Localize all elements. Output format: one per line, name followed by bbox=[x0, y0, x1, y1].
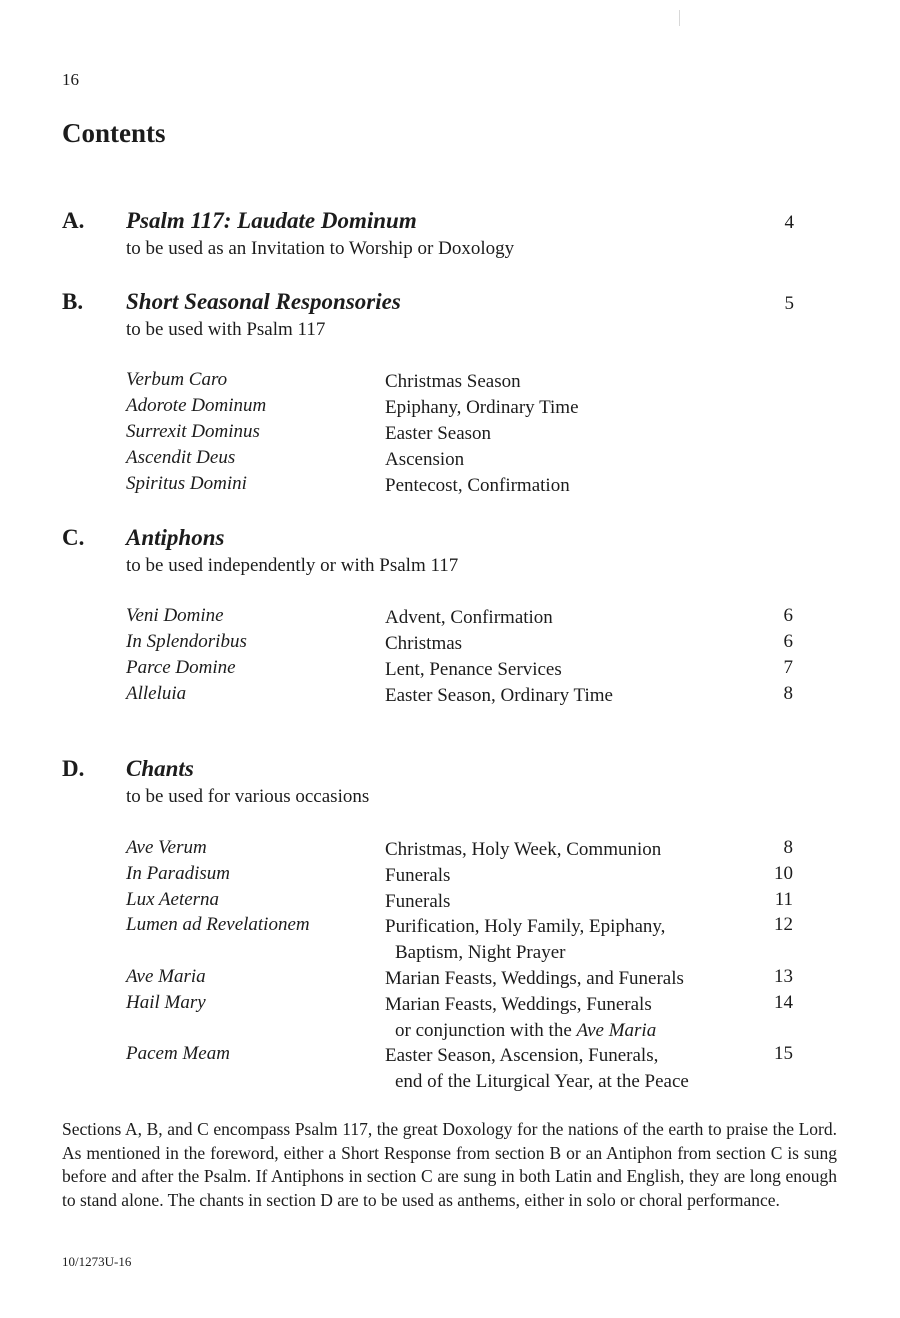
entry-page: 14 bbox=[774, 992, 793, 1013]
section-a-letter: A. bbox=[62, 208, 85, 233]
entry-title: Ave Verum bbox=[126, 837, 207, 858]
section-d-letter: D. bbox=[62, 756, 85, 781]
entry-use: Pentecost, Confirmation bbox=[385, 475, 570, 496]
footer-code: 10/1273U-16 bbox=[62, 1254, 132, 1269]
entry-title: Veni Domine bbox=[126, 605, 224, 626]
entry-use: Easter Season, Ordinary Time bbox=[385, 685, 613, 706]
entry-use bbox=[385, 992, 656, 1044]
section-d-title: Chants bbox=[126, 756, 194, 781]
entry-use-line: Marian Feasts, Weddings, Funerals bbox=[385, 994, 652, 1015]
entry-page: 12 bbox=[774, 914, 793, 935]
section-a-title: Psalm 117: Laudate Dominum bbox=[126, 208, 417, 233]
entry-title: Verbum Caro bbox=[126, 369, 228, 390]
entry-use-continuation bbox=[385, 1018, 656, 1044]
entry-page: 10 bbox=[774, 863, 793, 884]
entry-title: Parce Domine bbox=[126, 657, 236, 678]
section-b-letter: B. bbox=[62, 289, 84, 314]
entry-use: Christmas, Holy Week, Communion bbox=[385, 839, 662, 860]
section-c-letter: C. bbox=[62, 525, 85, 550]
entry-use: Christmas Season bbox=[385, 371, 521, 392]
entry-title: Spiritus Domini bbox=[126, 473, 247, 494]
footer-paragraph: Sections A, B, and C encompass Psalm 117, the great Doxology for the nations of the earth to praise the Lord. As mentioned in the foreword, either a Short Response from section B or an Antiphon from section C is sung before and after the Psalm. If Antiphons in section C are sung in both Latin and English, they are long enough to stand alone. The chants in section D are to be used as anthems, either in solo or choral performance. bbox=[62, 1119, 837, 1210]
entry-title: Ave Maria bbox=[126, 966, 206, 987]
entry-use: Marian Feasts, Weddings, and Funerals bbox=[385, 968, 684, 989]
entry-use-continuation: Baptism, Night Prayer bbox=[395, 942, 566, 963]
entry-title: In Splendoribus bbox=[126, 631, 247, 652]
entry-page: 8 bbox=[783, 837, 793, 858]
entry-use: Funerals bbox=[385, 865, 451, 886]
entry-use: Easter Season bbox=[385, 423, 492, 444]
section-b-subtitle: to be used with Psalm 117 bbox=[126, 319, 326, 340]
section-c-subtitle: to be used independently or with Psalm 117 bbox=[126, 555, 459, 576]
entry-title: Surrexit Dominus bbox=[126, 421, 260, 442]
section-d-subtitle: to be used for various occasions bbox=[126, 786, 370, 807]
page-number: 16 bbox=[62, 70, 79, 89]
section-b-page: 5 bbox=[784, 293, 794, 314]
entry-use-line: Easter Season, Ascension, Funerals, bbox=[385, 1045, 659, 1066]
entry-use bbox=[385, 1043, 689, 1095]
entry-use: Advent, Confirmation bbox=[385, 607, 553, 628]
entry-use: Funerals bbox=[385, 891, 451, 912]
entry-page: 13 bbox=[774, 966, 793, 987]
entry-page: 6 bbox=[783, 605, 793, 626]
scan-mark bbox=[679, 10, 680, 26]
entry-use bbox=[385, 914, 665, 966]
entry-page: 11 bbox=[774, 889, 793, 910]
entry-page: 6 bbox=[783, 631, 793, 652]
entry-use-cont-text: or conjunction with the bbox=[395, 1020, 577, 1041]
entry-page: 15 bbox=[774, 1043, 793, 1064]
entry-use-cont-italic: Ave Maria bbox=[576, 1020, 657, 1041]
section-b-title: Short Seasonal Responsories bbox=[126, 289, 401, 314]
entry-title: Ascendit Deus bbox=[126, 447, 236, 468]
entry-use-line: Purification, Holy Family, Epiphany, bbox=[385, 916, 666, 937]
entry-use: Lent, Penance Services bbox=[385, 659, 562, 680]
page-title: Contents bbox=[62, 118, 166, 148]
section-c-title: Antiphons bbox=[126, 525, 225, 550]
entry-title: Adorote Dominum bbox=[126, 395, 267, 416]
entry-title: Lux Aeterna bbox=[126, 889, 220, 910]
entry-use-continuation: end of the Liturgical Year, at the Peace bbox=[395, 1071, 689, 1092]
entry-use: Christmas bbox=[385, 633, 463, 654]
entry-title: Hail Mary bbox=[126, 992, 206, 1013]
entry-title: Lumen ad Revelationem bbox=[126, 914, 310, 935]
entry-use: Ascension bbox=[385, 449, 465, 470]
section-a-page: 4 bbox=[784, 212, 794, 233]
entry-use: Epiphany, Ordinary Time bbox=[385, 397, 579, 418]
entry-page: 7 bbox=[783, 657, 793, 678]
entry-title: In Paradisum bbox=[126, 863, 230, 884]
entry-title: Pacem Meam bbox=[126, 1043, 230, 1064]
entry-title: Alleluia bbox=[126, 683, 187, 704]
entry-page: 8 bbox=[783, 683, 793, 704]
section-a-subtitle: to be used as an Invitation to Worship or Doxology bbox=[126, 238, 515, 259]
